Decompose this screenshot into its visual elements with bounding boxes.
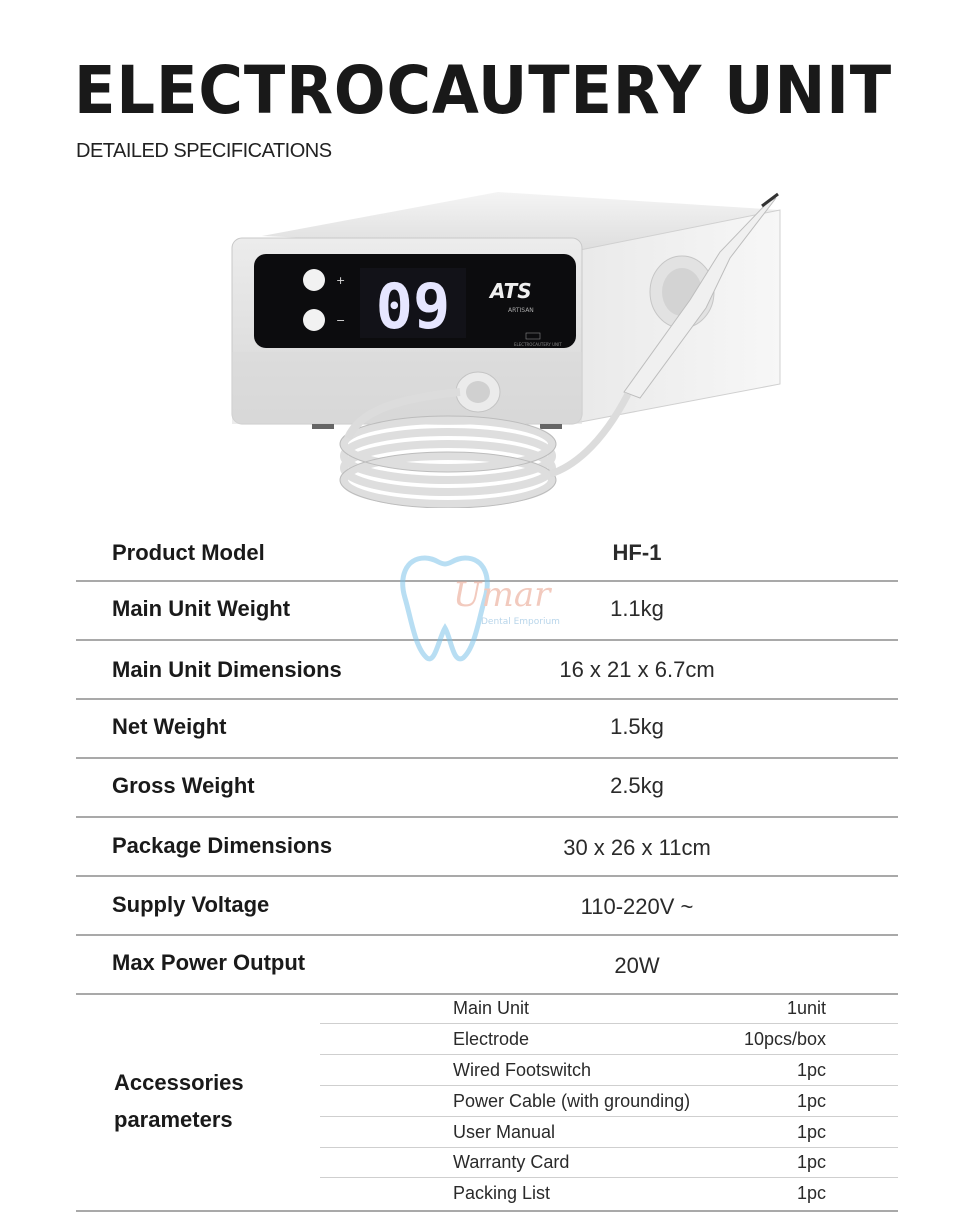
- list-item: [320, 993, 898, 1024]
- item-qty: 10pcs/box: [743, 1029, 826, 1049]
- list-item: [320, 1086, 898, 1117]
- row-label: Supply Voltage: [112, 892, 270, 917]
- row-value: 1.5kg: [610, 714, 664, 739]
- item-qty: 1pc: [796, 1122, 826, 1142]
- brand-sub: ARTISAN: [508, 307, 534, 314]
- list-item: [320, 1055, 898, 1086]
- row-label: Net Weight: [112, 714, 227, 739]
- page-subtitle: DETAILED SPECIFICATIONS: [76, 140, 332, 162]
- table-row: [76, 759, 898, 818]
- table-row: [76, 877, 898, 936]
- item-qty: 1unit: [786, 998, 826, 1018]
- plus-sign: +: [336, 274, 346, 287]
- page-title: ELECTROCAUTERY UNIT: [74, 52, 893, 129]
- row-label: Package Dimensions: [112, 833, 333, 858]
- minus-button: [303, 309, 325, 331]
- row-label: Max Power Output: [112, 950, 306, 975]
- item-qty: 1pc: [796, 1091, 826, 1111]
- list-item: [320, 1178, 898, 1208]
- table-row: [76, 700, 898, 759]
- row-label: Gross Weight: [112, 773, 255, 798]
- row-label: Product Model: [112, 540, 265, 565]
- accessories-section: [76, 992, 898, 1212]
- device-label: ELECTROCAUTERY UNIT: [514, 342, 562, 347]
- watermark-logo: [395, 548, 565, 668]
- row-value: 1.1kg: [610, 596, 664, 621]
- list-item: [320, 1024, 898, 1055]
- minus-sign: −: [336, 314, 346, 327]
- item-name: Power Cable (with grounding): [453, 1091, 691, 1111]
- brand-logo: ATS: [490, 279, 532, 303]
- product-image: [220, 188, 800, 508]
- table-row: [76, 818, 898, 877]
- row-label: Main Unit Weight: [112, 596, 291, 621]
- accessories-label-line2: parameters: [114, 1107, 233, 1132]
- item-name: Electrode: [453, 1029, 530, 1049]
- row-value: 2.5kg: [610, 773, 664, 798]
- item-name: Main Unit: [453, 998, 530, 1018]
- table-row: [76, 936, 898, 995]
- row-value: 30 x 26 x 11cm: [563, 835, 711, 860]
- row-value: 16 x 21 x 6.7cm: [559, 657, 715, 682]
- row-value: 110-220V ~: [580, 894, 694, 919]
- plus-button: [303, 269, 325, 291]
- row-value: HF-1: [612, 540, 662, 565]
- watermark-name: Umar: [453, 575, 551, 615]
- item-name: Packing List: [453, 1183, 551, 1203]
- item-name: Warranty Card: [453, 1152, 570, 1172]
- list-item: [320, 1147, 898, 1178]
- row-label: Main Unit Dimensions: [112, 657, 342, 682]
- digital-display: 09: [375, 270, 451, 343]
- item-qty: 1pc: [796, 1152, 826, 1172]
- accessories-label-line1: Accessories: [114, 1070, 244, 1095]
- accessories-label: [114, 1064, 244, 1138]
- watermark-tagline: Dental Emporium: [481, 617, 560, 627]
- item-qty: 1pc: [796, 1060, 826, 1080]
- item-qty: 1pc: [796, 1183, 826, 1203]
- list-item: [320, 1117, 898, 1148]
- item-name: Wired Footswitch: [453, 1060, 592, 1080]
- item-name: User Manual: [453, 1122, 556, 1142]
- row-value: 20W: [614, 953, 660, 978]
